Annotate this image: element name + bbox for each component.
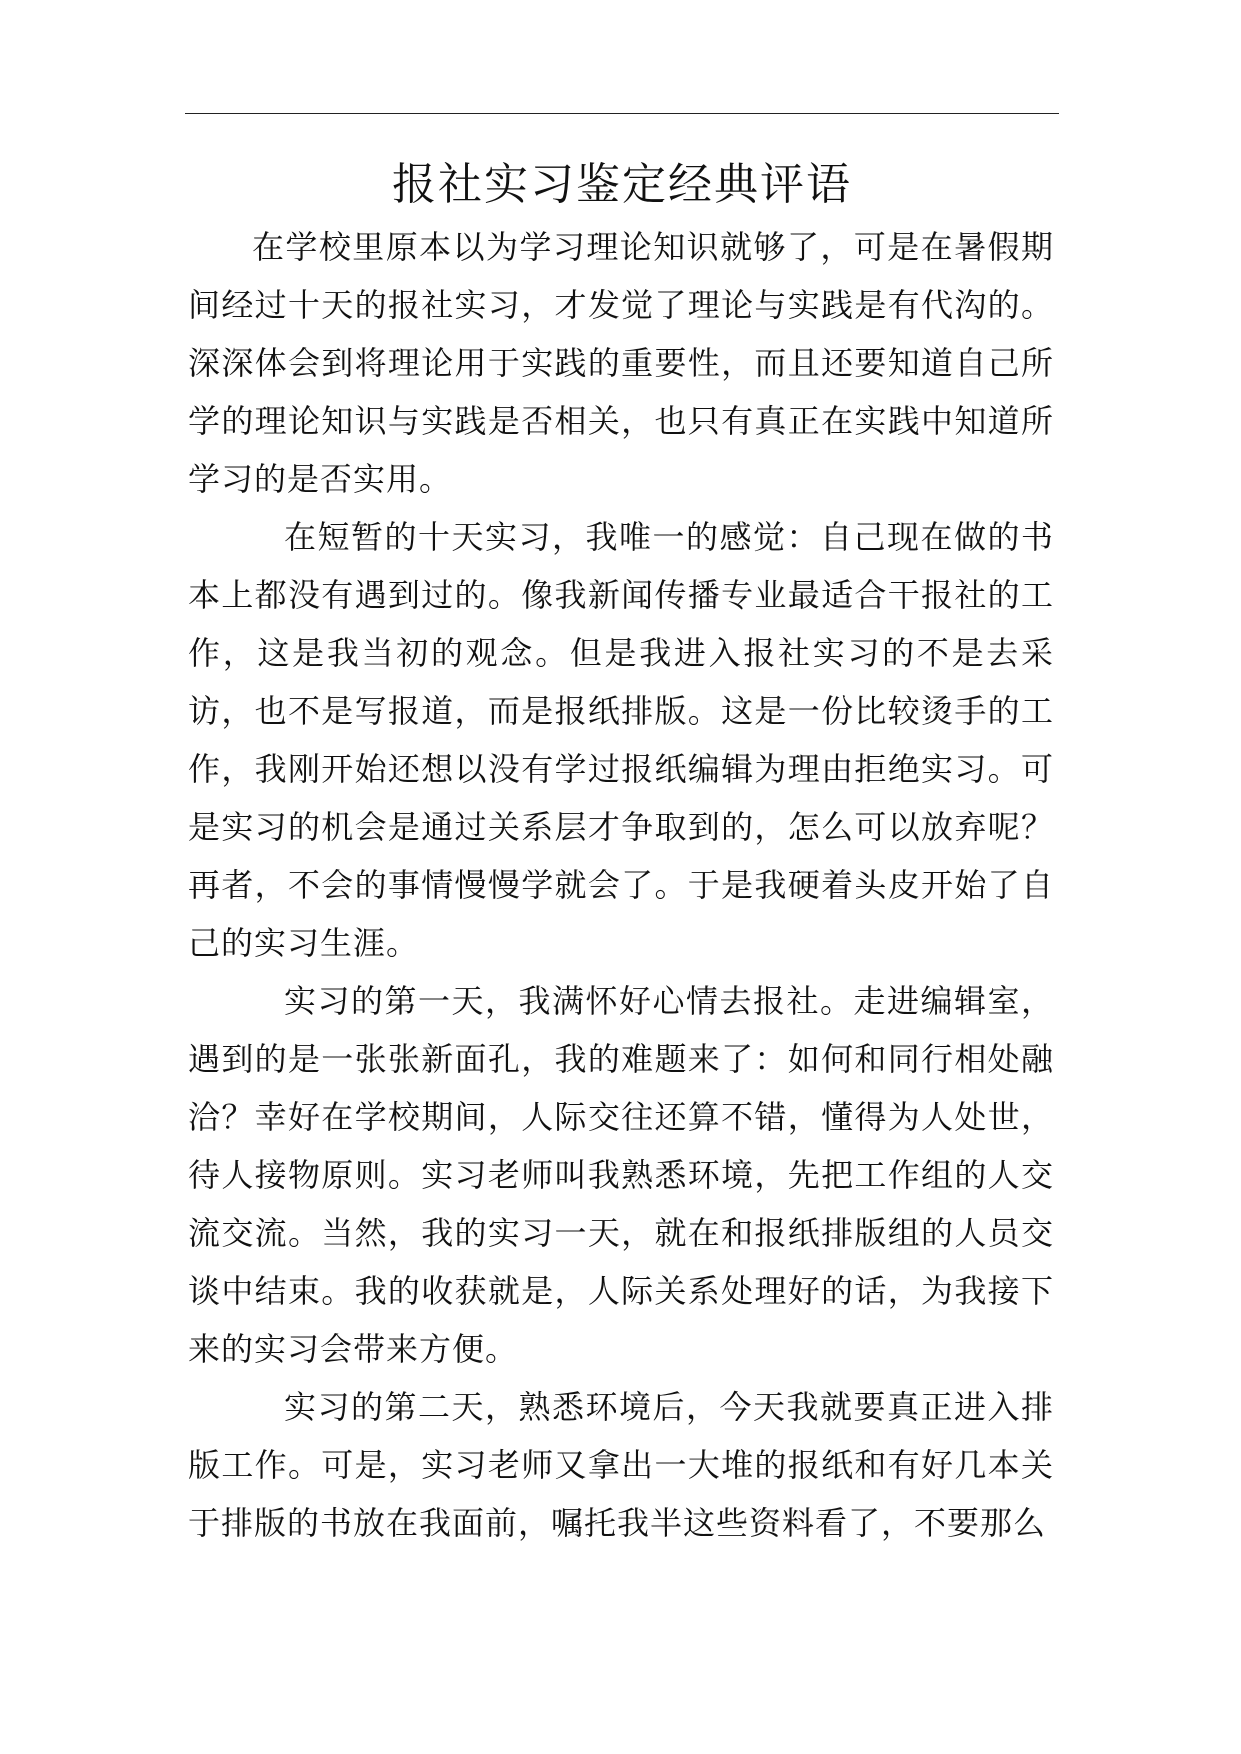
header-rule [185, 113, 1059, 114]
document-title: 报社实习鉴定经典评语 [392, 159, 852, 210]
paragraph-4: 实习的第二天，熟悉环境后，今天我就要真正进入排版工作。可是，实习老师又拿出一大堆的报纸和有好几本关于排版的书放在我面前，嘱托我半这些资料看了，不要那么 [188, 1388, 1054, 1542]
paragraph-2: 在短暂的十天实习，我唯一的感觉：自己现在做的书本上都没有遇到过的。像我新闻传播专业最适合干报社的工作，这是我当初的观念。但是我进入报社实习的不是去采访，也不是写报道，而是报纸排版。这是一份比较烫手的工作，我刚开始还想以没有学过报纸编辑为理由拒绝实习。可是实习的机会是通过关系层才争取到的，怎么可以放弃呢？再者，不会的事情慢慢学就会了。于是我硬着头皮开始了自己的实习生涯。 [188, 518, 1054, 962]
document-body [188, 218, 1054, 1552]
paragraph-3: 实习的第一天，我满怀好心情去报社。走进编辑室，遇到的是一张张新面孔，我的难题来了：如何和同行相处融洽？幸好在学校期间，人际交往还算不错，懂得为人处世，待人接物原则。实习老师叫我熟悉环境，先把工作组的人交流交流。当然，我的实习一天，就在和报纸排版组的人员交谈中结束。我的收获就是，人际关系处理好的话，为我接下来的实习会带来方便。 [188, 982, 1054, 1368]
paragraph-1: 在学校里原本以为学习理论知识就够了，可是在暑假期间经过十天的报社实习，才发觉了理论与实践是有代沟的。深深体会到将理论用于实践的重要性，而且还要知道自己所学的理论知识与实践是否相关，也只有真正在实践中知道所学习的是否实用。 [188, 228, 1054, 498]
